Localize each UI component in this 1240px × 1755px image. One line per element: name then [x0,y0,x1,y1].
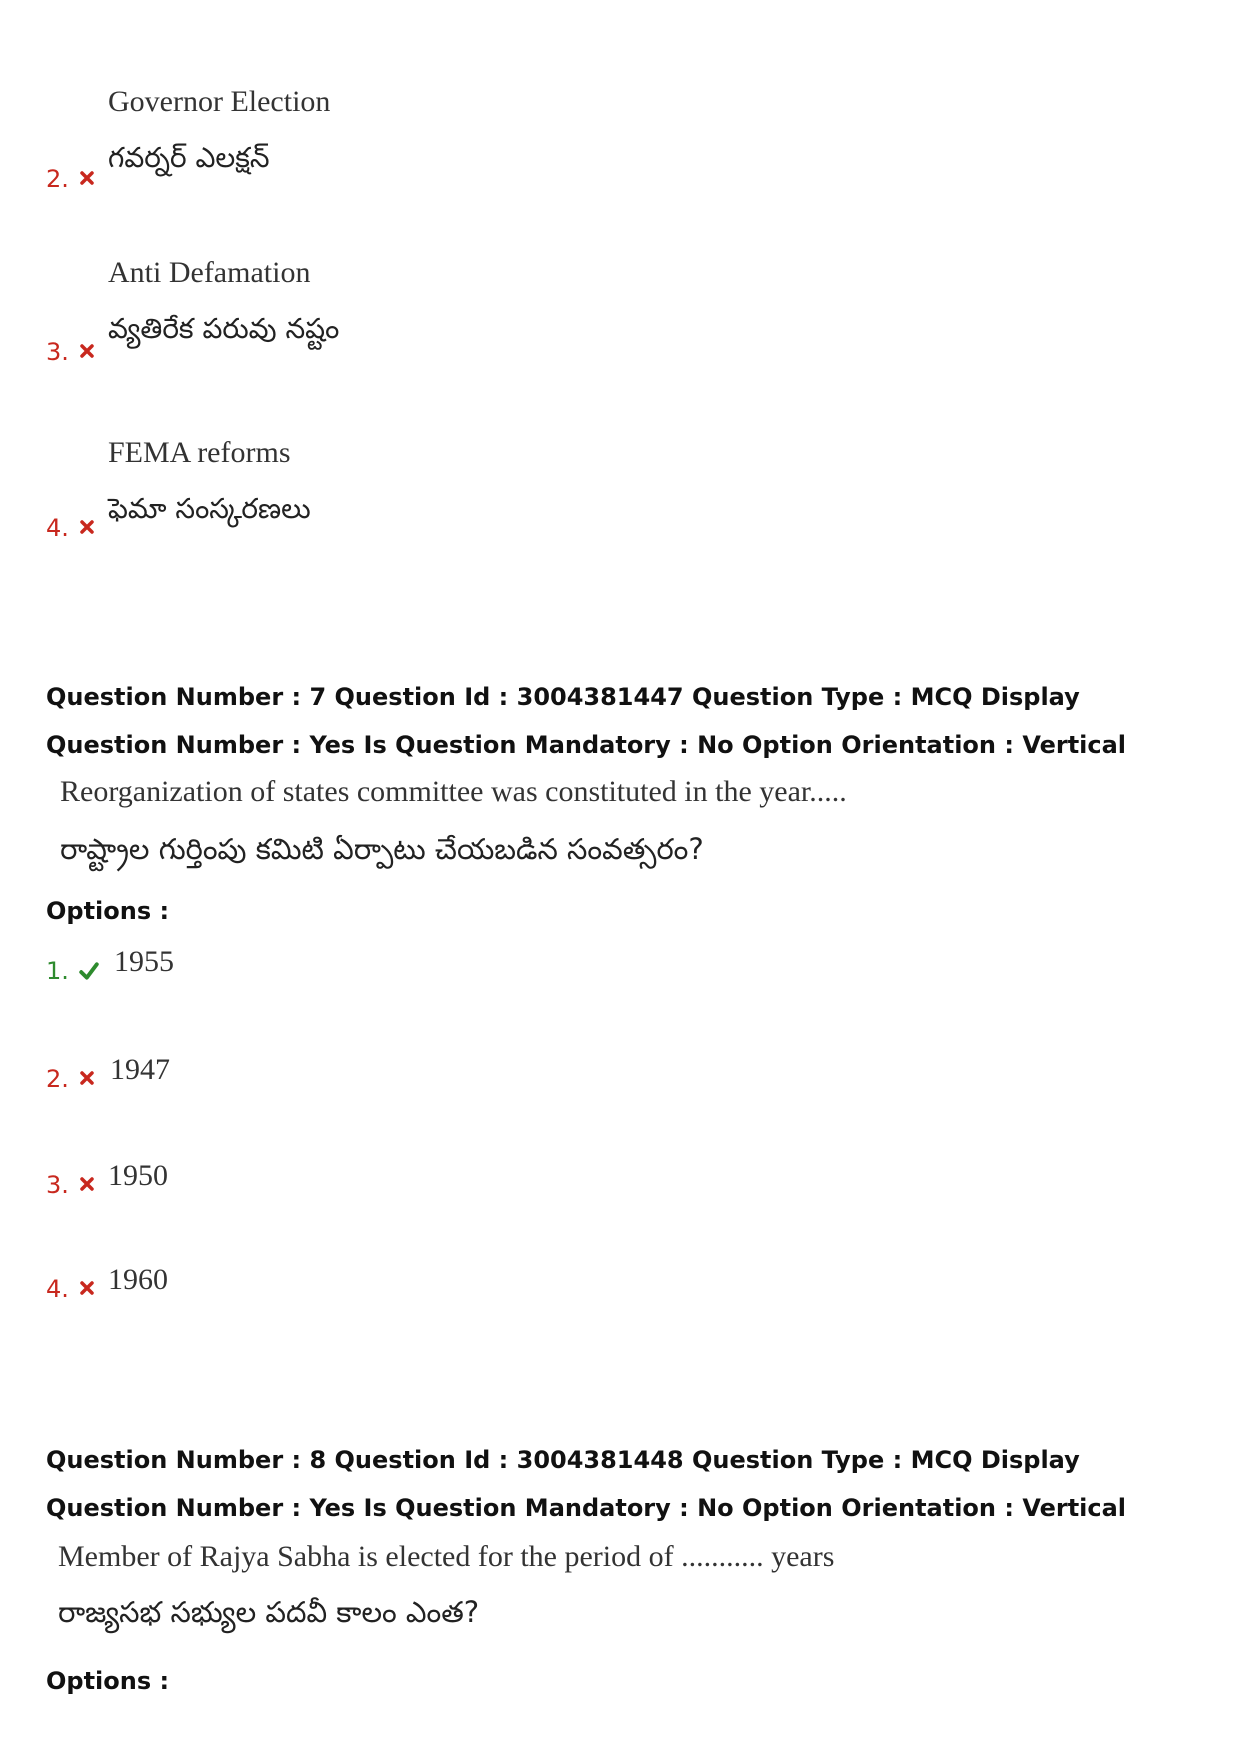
cross-icon [78,1069,96,1087]
option-item [46,1263,346,1313]
question-header: Question Number : 8 Question Id : 3004381448 Question Type : MCQ Display Question Number : Yes Is Question Mandatory : No Option Orientation : Vertical [46,1446,1127,1522]
option-number: 1. [46,957,69,985]
option-text-english: Governor Election [108,85,331,118]
option-text-english: Anti Defamation [108,256,311,289]
cross-icon [78,169,96,187]
option-text-telugu: ఫెమా సంస్కరణలు [108,492,311,525]
option-number: 2. [46,1065,69,1093]
options-label: Options : [46,1667,170,1695]
option-number: 2. [46,165,69,193]
option-item [46,436,446,546]
option-text: 1950 [108,1159,168,1192]
question-text-english: Reorganization of states committee was constituted in the year..... [60,775,847,808]
option-item [46,1159,346,1209]
option-number: 3. [46,338,69,366]
cross-icon [78,342,96,360]
option-item [46,1053,346,1103]
question-text-telugu: రాష్ట్రాల గుర్తింపు కమిటి ఏర్పాటు చేయబడిన సంవత్సరం? [60,832,704,866]
option-text: 1955 [114,945,174,978]
option-number: 3. [46,1171,69,1199]
option-number: 4. [46,1275,69,1303]
options-label: Options : [46,897,170,925]
cross-icon [78,518,96,536]
option-text-telugu: గవర్నర్ ఎలక్షన్ [108,141,270,174]
option-text: 1947 [110,1053,170,1086]
question-header: Question Number : 7 Question Id : 3004381447 Question Type : MCQ Display Question Number : Yes Is Question Mandatory : No Option Orientation : Vertical [46,683,1127,759]
question-text-english: Member of Rajya Sabha is elected for the period of ........... years [58,1540,835,1573]
option-text-telugu: వ్యతిరేక పరువు నష్టం [108,312,340,345]
question-text-telugu: రాజ్యసభ సభ్యుల పదవీ కాలం ఎంత? [58,1595,480,1629]
option-text-english: FEMA reforms [108,436,291,469]
cross-icon [78,1175,96,1193]
option-item [46,85,446,195]
check-icon [78,961,100,981]
cross-icon [78,1279,96,1297]
option-item [46,256,446,366]
option-item [46,945,346,995]
option-text: 1960 [108,1263,168,1296]
option-number: 4. [46,514,69,542]
